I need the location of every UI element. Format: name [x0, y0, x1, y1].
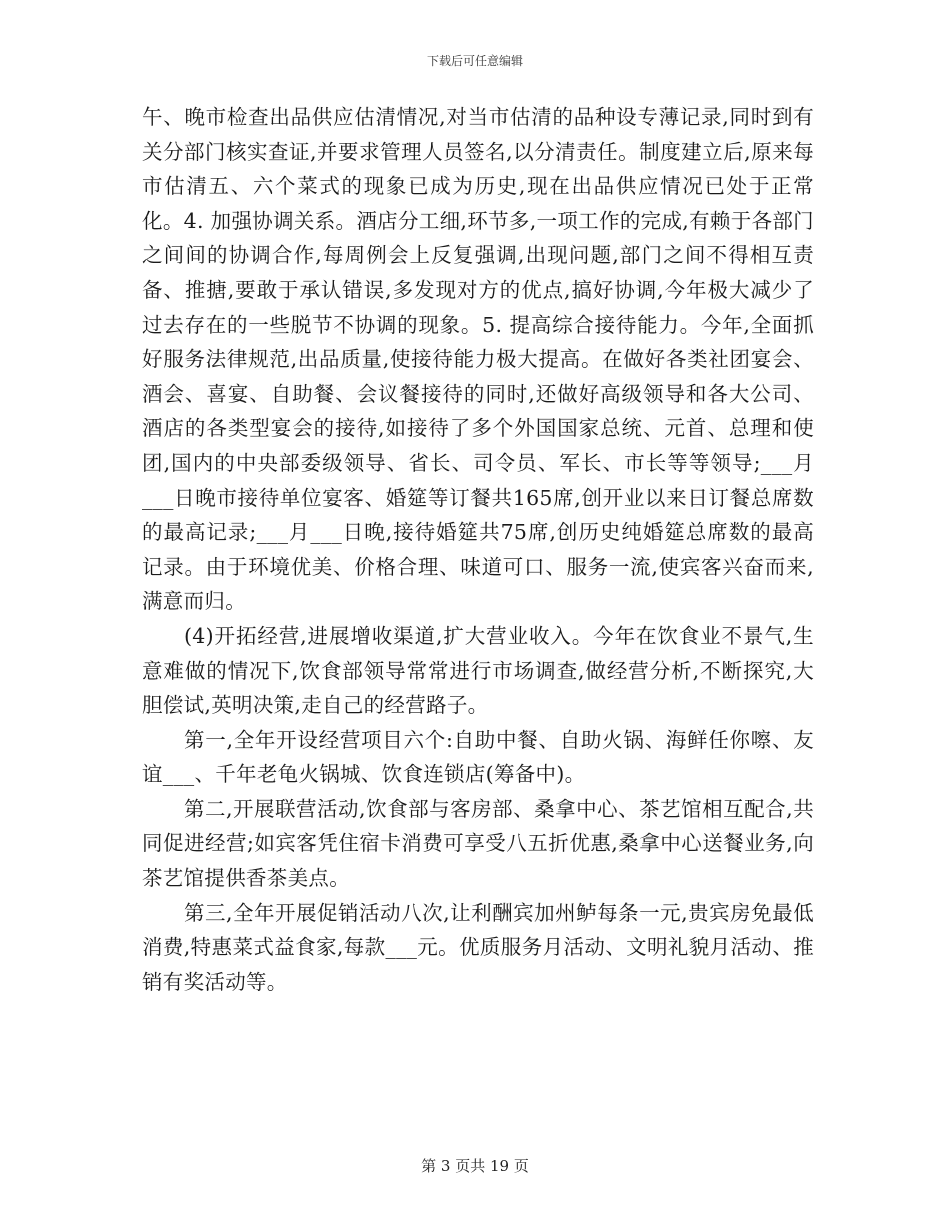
document-body — [142, 100, 814, 999]
paragraph-2: (4)开拓经营,进展增收渠道,扩大营业收入。今年在饮食业不景气,生意难做的情况下,饮食部领导常常进行市场调查,做经营分析,不断探究,大胆偿试,英明决策,走自己的经营路子。 — [142, 623, 814, 718]
page-header: 下载后可任意编辑 — [426, 54, 523, 68]
page-footer: 第 3 页共 19 页 — [421, 1157, 529, 1175]
paragraph-3: 第一,全年开设经营项目六个:自助中餐、自助火锅、海鲜任你嚓、友谊___、千年老龟火锅城、饮食连锁店(筹备中)。 — [142, 727, 814, 787]
paragraph-5: 第三,全年开展促销活动八次,让利酬宾加州鲈每条一元,贵宾房免最低消费,特惠菜式益食家,每款___元。优质服务月活动、文明礼貌月活动、推销有奖活动等。 — [142, 900, 814, 994]
paragraph-4: 第二,开展联营活动,饮食部与客房部、桑拿中心、茶艺馆相互配合,共同促进经营;如宾客凭住宿卡消费可享受八五折优惠,桑拿中心送餐业务,向茶艺馆提供香茶美点。 — [142, 796, 814, 891]
paragraph-1: 午、晚市检查出品供应估清情况,对当市估清的品种设专薄记录,同时到有关分部门核实查证,并要求管理人员签名,以分清责任。制度建立后,原来每市估清五、六个菜式的现象已成为历史,现在出品供应情况已处于正常化。4. 加强协调关系。酒店分工细,环节多,一项工作的完成,有赖于各部门之间间的协调合作,每周例会上反复强调,出现问题,部门之间不得相互责备、推搪,要敢于承认错误,多发现对方的优点,搞好协调,今年极大减少了过去存在的一些脱节不协调的现象。5. 提高综合接待能力。今年,全面抓好服务法律规范,出品质量,使接待能力极大提高。在做好各类社团宴会、酒会、喜宴、自助餐、会议餐接待的同时,还做好高级领导和各大公司、酒店的各类型宴会的接待,如接待了多个外国国家总统、元首、总理和使团,国内的中央部委级领导、省长、司令员、军长、市长等等领导;___月___日晚市接待单位宴客、婚筵等订餐共165席,创开业以来日订餐总席数的最高记录;___月___日晚,接待婚筵共75席,创历史纯婚筵总席数的最高记录。由于环境优美、价格合理、味道可口、服务一流,使宾客兴奋而来,满意而归。 — [142, 105, 814, 614]
